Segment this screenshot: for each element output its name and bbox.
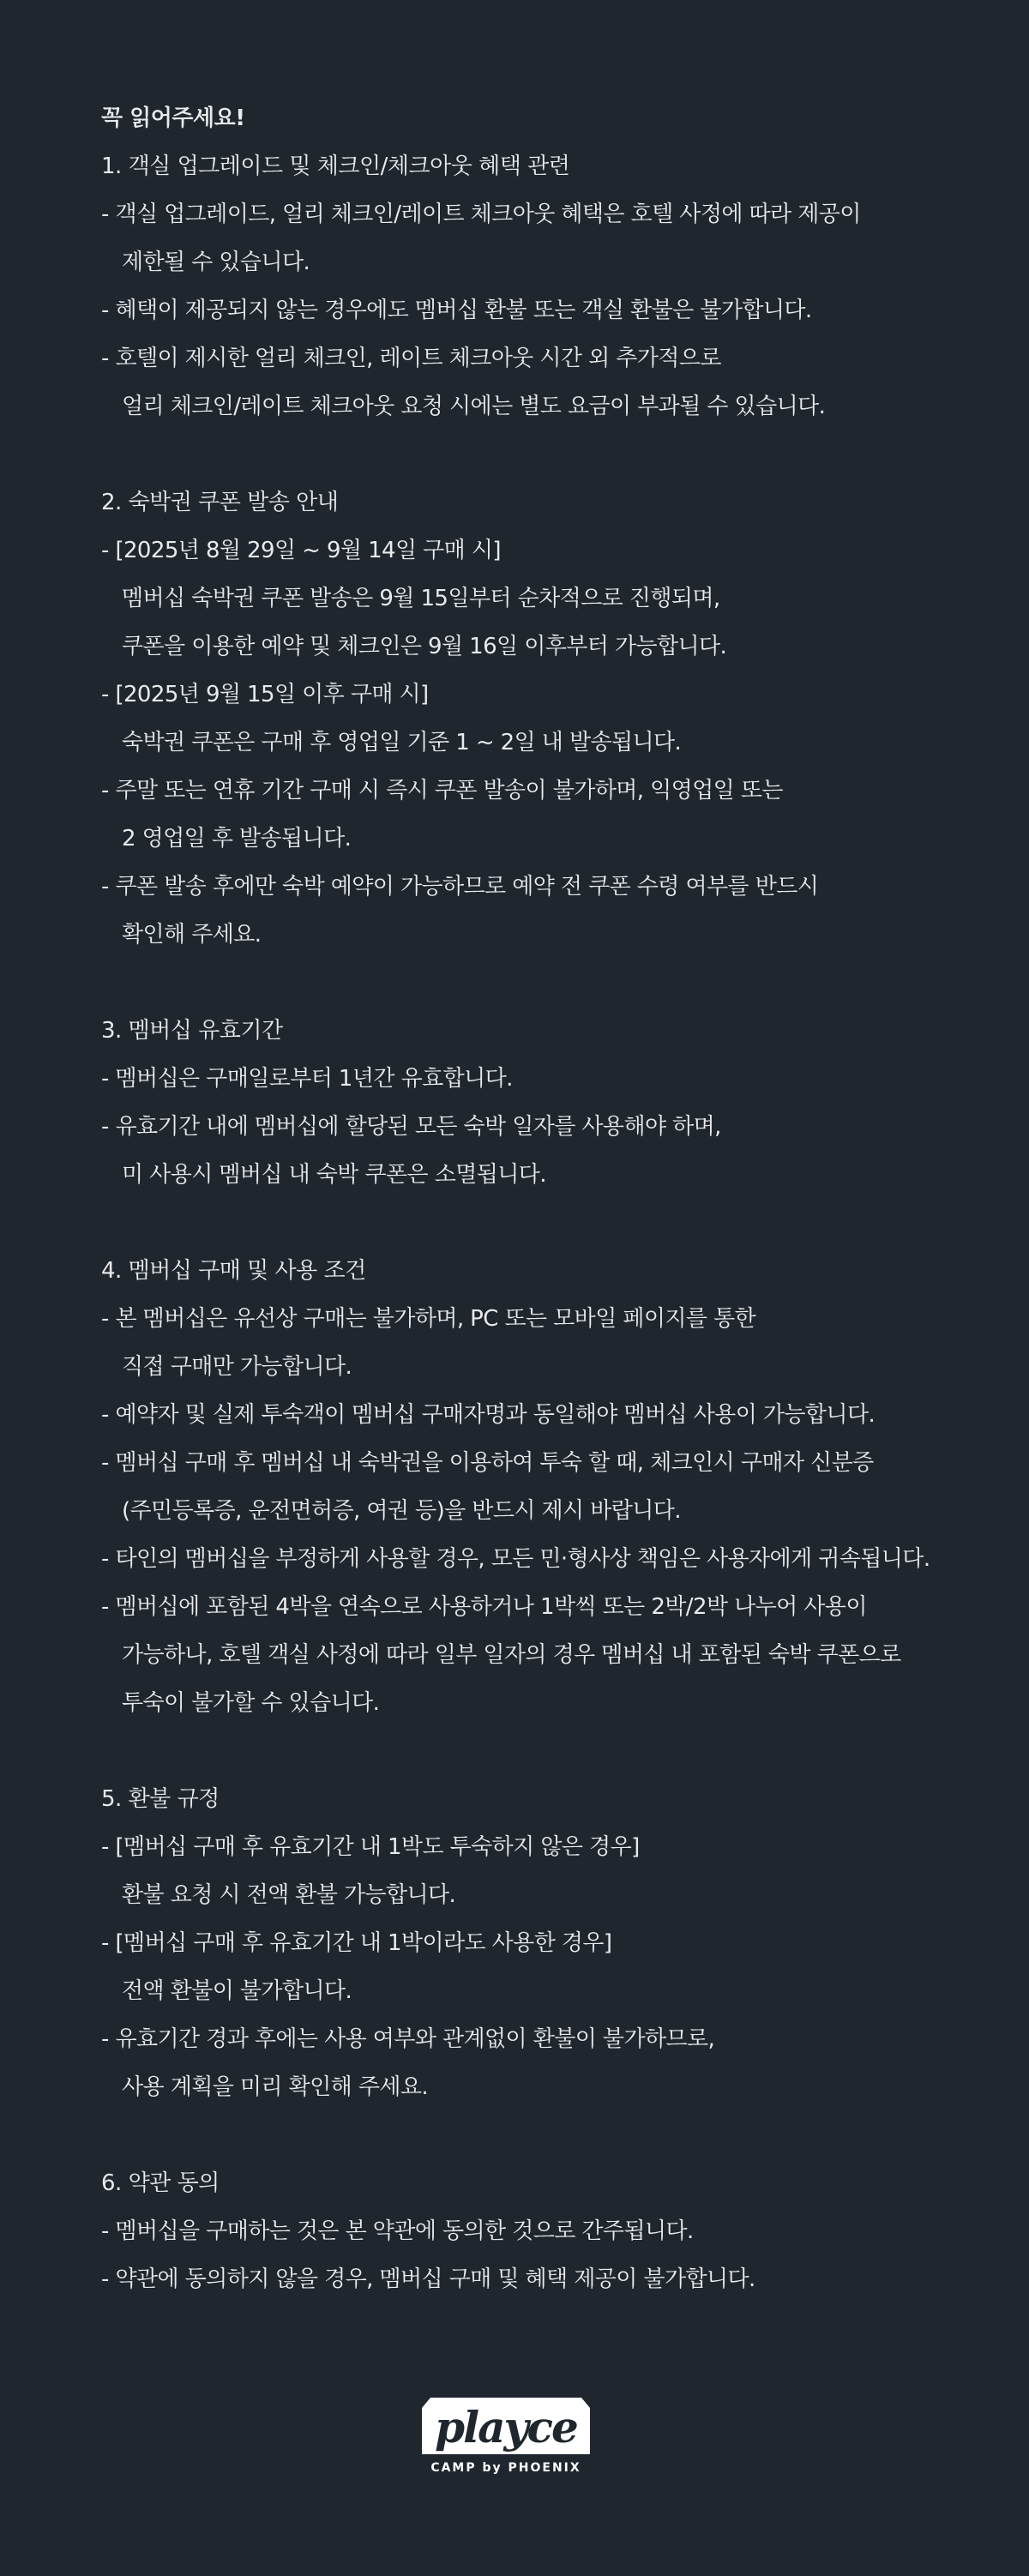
notice-line: 쿠폰을 이용한 예약 및 체크인은 9월 16일 이후부터 가능합니다. [122, 634, 727, 659]
notice-line: - 주말 또는 연휴 기간 구매 시 즉시 쿠폰 발송이 불가하며, 익영업일 또는 [101, 778, 783, 803]
notice-line: - 멤버십은 구매일로부터 1년간 유효합니다. [101, 1066, 513, 1092]
section-validity [101, 1007, 984, 1199]
section-coupon [101, 478, 984, 959]
section-title: 5. 환불 규정 [101, 1786, 220, 1812]
notice-line: - 유효기간 경과 후에는 사용 여부와 관계없이 환불이 불가하므로, [101, 2026, 715, 2052]
notice-line: 가능하나, 호텔 객실 사정에 따라 일부 일자의 경우 멤버십 내 포함된 숙박 쿠폰으로 [122, 1642, 901, 1668]
section-title: 3. 멤버십 유효기간 [101, 1018, 283, 1044]
notice-line: - 멤버십을 구매하는 것은 본 약관에 동의한 것으로 간주됩니다. [101, 2218, 694, 2244]
notice-line: 투숙이 불가할 수 있습니다. [122, 1690, 380, 1716]
notice-line: 얼리 체크인/레이트 체크아웃 요청 시에는 별도 요금이 부과될 수 있습니다. [122, 394, 826, 419]
notice-line: - 객실 업그레이드, 얼리 체크인/레이트 체크아웃 혜택은 호텔 사정에 따라 제공이 [101, 202, 861, 227]
notice-line: 직접 구매만 가능합니다. [122, 1354, 352, 1380]
notice-line: 사용 계획을 미리 확인해 주세요. [122, 2074, 429, 2100]
notice-line: 미 사용시 멤버십 내 숙박 쿠폰은 소멸됩니다. [122, 1162, 546, 1188]
notice-line: - 본 멤버십은 유선상 구매는 불가하며, PC 또는 모바일 페이지를 통한 [101, 1306, 756, 1332]
notice-line: - 약관에 동의하지 않을 경우, 멤버십 구매 및 혜택 제공이 불가합니다. [101, 2266, 755, 2292]
notice-content [101, 94, 984, 2351]
section-title: 6. 약관 동의 [101, 2170, 220, 2196]
section-title: 1. 객실 업그레이드 및 체크인/체크아웃 혜택 관련 [101, 153, 570, 179]
playce-logo [418, 2391, 593, 2477]
notice-line: 2 영업일 후 발송됩니다. [122, 826, 352, 852]
section-purchase-conditions [101, 1247, 984, 1727]
notice-heading: 꼭 읽어주세요! [101, 105, 245, 131]
notice-line: 확인해 주세요. [122, 922, 262, 948]
notice-line: - 타인의 멤버십을 부정하게 사용할 경우, 모든 민·형사상 책임은 사용자에게 귀속됩니다. [101, 1546, 930, 1572]
notice-line: - 멤버십 구매 후 멤버십 내 숙박권을 이용하여 투숙 할 때, 체크인시 구매자 신분증 [101, 1450, 874, 1476]
notice-line: - [멤버십 구매 후 유효기간 내 1박이라도 사용한 경우] [101, 1930, 612, 1956]
section-title: 2. 숙박권 쿠폰 발송 안내 [101, 490, 339, 515]
notice-line: (주민등록증, 운전면허증, 여권 등)을 반드시 제시 바랍니다. [122, 1498, 681, 1524]
notice-line: 환불 요청 시 전액 환불 가능합니다. [122, 1882, 456, 1908]
notice-line: - 예약자 및 실제 투숙객이 멤버십 구매자명과 동일해야 멤버십 사용이 가능합니다. [101, 1402, 876, 1428]
notice-line: - [2025년 8월 29일 ~ 9월 14일 구매 시] [101, 538, 501, 563]
notice-line: 제한될 수 있습니다. [122, 250, 310, 275]
notice-line: - 멤버십에 포함된 4박을 연속으로 사용하거나 1박씩 또는 2박/2박 나누어 사용이 [101, 1594, 867, 1620]
notice-line: - [2025년 9월 15일 이후 구매 시] [101, 682, 429, 707]
notice-line: 전액 환불이 불가합니다. [122, 1978, 352, 2004]
notice-line: - 쿠폰 발송 후에만 숙박 예약이 가능하므로 예약 전 쿠폰 수령 여부를 반드시 [101, 874, 819, 900]
notice-line: - [멤버십 구매 후 유효기간 내 1박도 투숙하지 않은 경우] [101, 1834, 640, 1860]
logo-tagline: CAMP by PHOENIX [430, 2461, 581, 2475]
section-title: 4. 멤버십 구매 및 사용 조건 [101, 1258, 366, 1284]
notice-line: 멤버십 숙박권 쿠폰 발송은 9월 15일부터 순차적으로 진행되며, [122, 586, 720, 611]
section-upgrade [101, 142, 984, 430]
logo-wordmark: playce [435, 2402, 577, 2453]
notice-line: - 유효기간 내에 멤버십에 할당된 모든 숙박 일자를 사용해야 하며, [101, 1114, 721, 1140]
notice-line: - 호텔이 제시한 얼리 체크인, 레이트 체크아웃 시간 외 추가적으로 [101, 346, 721, 371]
notice-line: 숙박권 쿠폰은 구매 후 영업일 기준 1 ~ 2일 내 발송됩니다. [122, 730, 682, 755]
section-refund [101, 1775, 984, 2111]
section-terms [101, 2159, 984, 2303]
notice-line: - 혜택이 제공되지 않는 경우에도 멤버십 환불 또는 객실 환불은 불가합니다. [101, 298, 812, 323]
